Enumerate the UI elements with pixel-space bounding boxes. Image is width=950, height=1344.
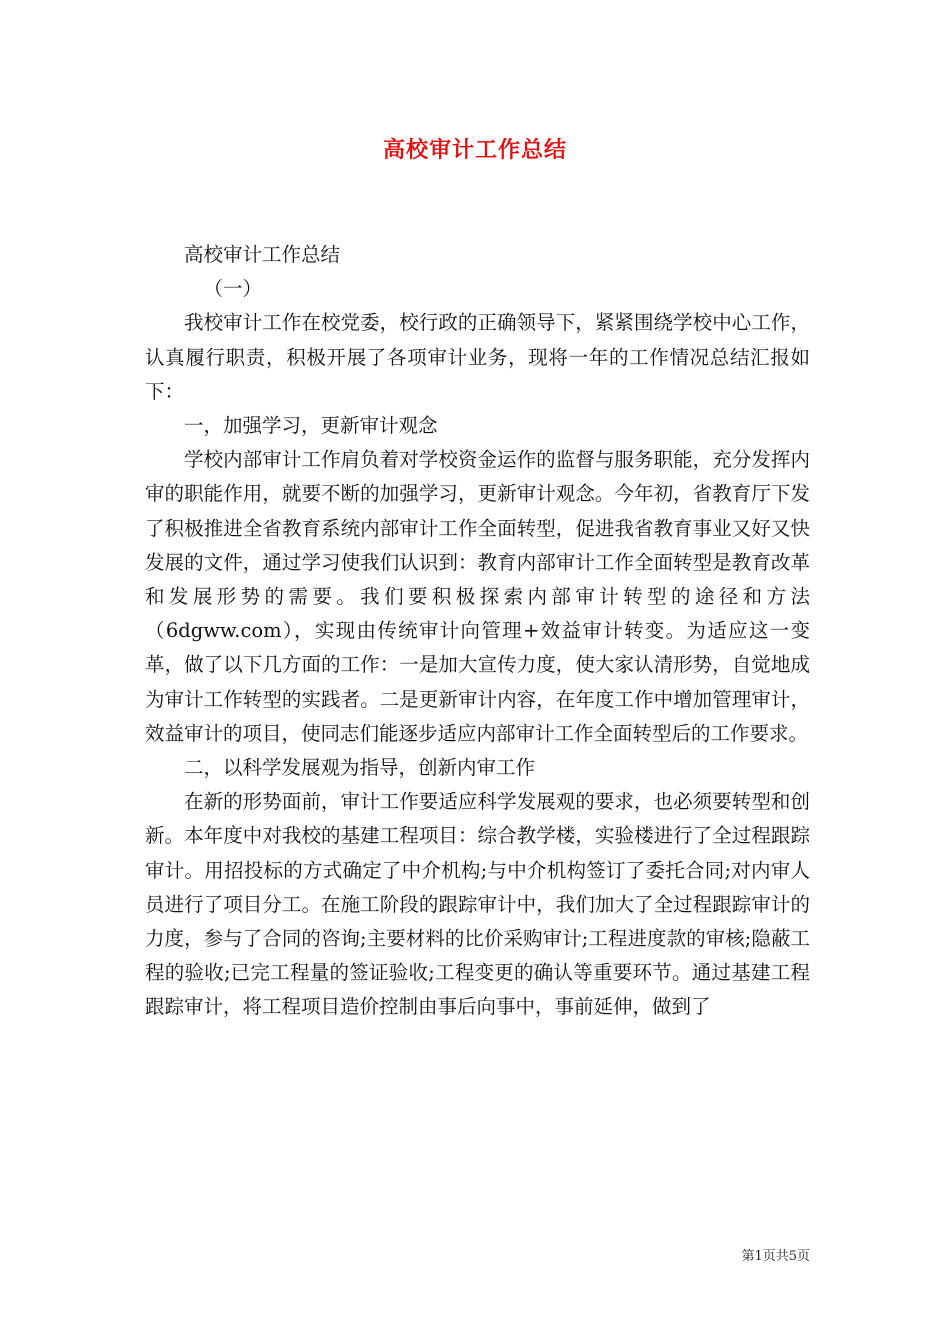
section-heading-2: 二，以科学发展观为指导，创新内审工作 [184, 756, 536, 780]
body-heading: 高校审计工作总结 [184, 243, 341, 266]
section-1-paragraph: 学校内部审计工作肩负着对学校资金运作的监督与服务职能，充分发挥内审的职能作用，就要不断的加强学习，更新审计观念。今年初，省教育厅下发了积极推进全省教育系统内部审计工作全面转型，促进我省教育事业又好又快发展的文件，通过学习使我们认识到：教育内部审计工作全面转型是教育改革和发展形势的需要。我们要积极探索内部审计转型的途径和方法（6dgww.com），实现由传统审计向管理+效益审计转变。为适应这一变革，做了以下几方面的工作：一是加大宣传力度，使大家认清形势，自觉地成为审计工作转型的实践者。二是更新审计内容，在年度工作中增加管理审计，效益审计的项目，使同志们能逐步适应内部审计工作全面转型后的工作要求。 [145, 448, 810, 745]
intro-paragraph: 我校审计工作在校党委，校行政的正确领导下，紧紧围绕学校中心工作，认真履行职责，积极开展了各项审计业务，现将一年的工作情况总结汇报如下： [145, 311, 810, 403]
section-2-paragraph: 在新的形势面前，审计工作要适应科学发展观的要求，也必须要转型和创新。本年度中对我校的基建工程项目：综合教学楼，实验楼进行了全过程跟踪审计。用招投标的方式确定了中介机构;与中介机构签订了委托合同;对内审人员进行了项目分工。在施工阶段的跟踪审计中，我们加大了全过程跟踪审计的力度，参与了合同的咨询;主要材料的比价采购审计;工程进度款的审核;隐蔽工程的验收;已完工程量的签证验收;工程变更的确认等重要环节。通过基建工程跟踪审计，将工程项目造价控制由事后向事中，事前延伸，做到了 [145, 790, 810, 1019]
page-number: 第1页共5页 [741, 1249, 810, 1264]
section-heading-1: 一，加强学习，更新审计观念 [184, 414, 438, 438]
document-title: 高校审计工作总结 [382, 137, 567, 163]
section-number: （一） [203, 277, 263, 301]
document-body [145, 238, 810, 1025]
